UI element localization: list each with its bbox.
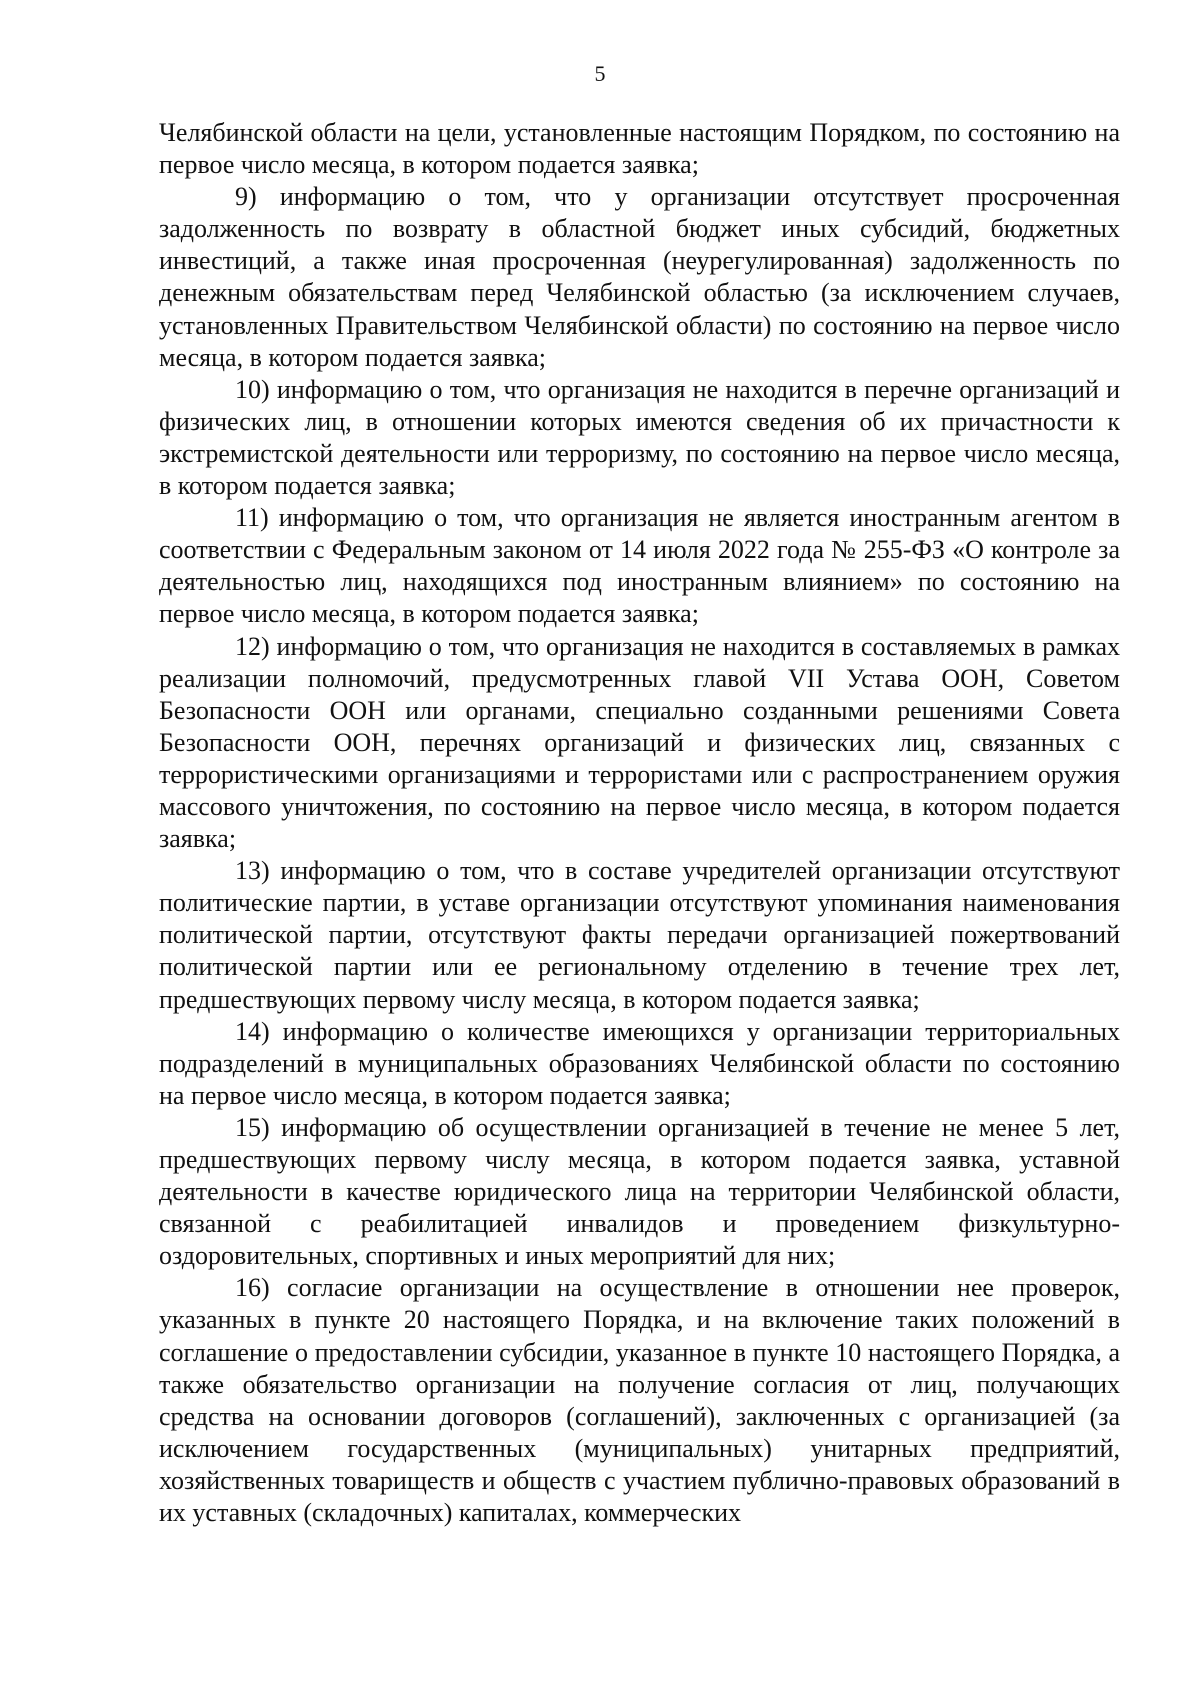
- paragraph-item-11: 11) информацию о том, что организация не является иностранным агентом в соответствии с Федеральным законом от 14 июля 2022 года № 255-ФЗ «О контроле за деятельностью лиц, находящихся под иностранным влиянием» по состоянию на первое число месяца, в котором подается заявка;: [159, 503, 1120, 629]
- paragraph-item-12: 12) информацию о том, что организация не находится в составляемых в рамках реализации полномочий, предусмотренных главой VII Устава ООН, Советом Безопасности ООН или органами, специально созданными решениями Совета Безопасности ООН, перечнях организаций и физических лиц, связанных с террористическими организациями и террористами или с распространением оружия массового уничтожения, по состоянию на первое число месяца, в котором подается заявка;: [159, 631, 1120, 854]
- paragraph-item-14: 14) информацию о количестве имеющихся у организации территориальных подразделений в муниципальных образованиях Челябинской области по состоянию на первое число месяца, в котором подается заявка;: [159, 1016, 1120, 1110]
- paragraph-item-10: 10) информацию о том, что организация не находится в перечне организаций и физических лиц, в отношении которых имеются сведения об их причастности к экстремистской деятельности или терроризму, по состоянию на первое число месяца, в котором подается заявка;: [159, 374, 1120, 501]
- document-body: [159, 117, 1120, 1529]
- paragraph-item-9: 9) информацию о том, что у организации отсутствует просроченная задолженность по возврату в областной бюджет иных субсидий, бюджетных инвестиций, а также иная просроченная (неурегулированная) задолженность по денежным обязательствам перед Челябинской областью (за исключением случаев, установленных Правительством Челябинской области) по состоянию на первое число месяца, в котором подается заявка;: [159, 182, 1120, 372]
- paragraph-continuation: Челябинской области на цели, установленные настоящим Порядком, по состоянию на первое число месяца, в котором подается заявка;: [159, 118, 1120, 180]
- paragraph-item-15: 15) информацию об осуществлении организацией в течение не менее 5 лет, предшествующих первому числу месяца, в котором подается заявка, уставной деятельности в качестве юридического лица на территории Челябинской области, связанной с реабилитацией инвалидов и проведением физкультурно-оздоровительных, спортивных и иных мероприятий для них;: [159, 1112, 1120, 1271]
- page-number: 5: [594, 61, 606, 86]
- paragraph-item-16: 16) согласие организации на осуществление в отношении нее проверок, указанных в пункте 20 настоящего Порядка, и на включение таких положений в соглашение о предоставлении субсидии, указанное в пункте 10 настоящего Порядка, а также обязательство организации на получение согласия от лиц, получающих средства на основании договоров (соглашений), заключенных с организацией (за исключением государственных (муниципальных) унитарных предприятий, хозяйственных товариществ и обществ с участием публично-правовых образований в их уставных (складочных) капиталах, коммерческих: [159, 1273, 1120, 1528]
- paragraph-item-13: 13) информацию о том, что в составе учредителей организации отсутствуют политические партии, в уставе организации отсутствуют упоминания наименования политической партии, отсутствуют факты передачи организацией пожертвований политической партии или ее региональному отделению в течение трех лет, предшествующих первому числу месяца, в котором подается заявка;: [159, 856, 1120, 1014]
